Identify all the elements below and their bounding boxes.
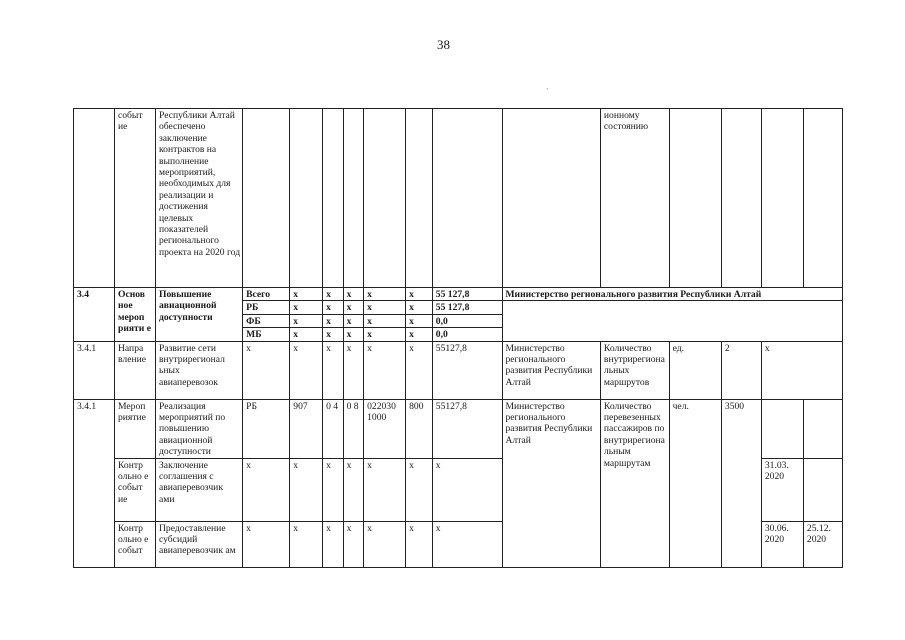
value-cell: 2 <box>721 341 761 399</box>
row-title: Предоставление субсидий авиаперевозчик ам <box>156 521 243 567</box>
cell: х <box>323 521 344 567</box>
cell <box>502 109 600 288</box>
indicator-cell: Количество внутрирегиональных маршрутов <box>600 341 669 399</box>
cell: 022030 1000 <box>364 399 406 458</box>
scan-speck: ` <box>546 87 549 96</box>
cell: х <box>343 301 364 314</box>
cell: х <box>761 341 842 399</box>
cell: х <box>323 328 344 341</box>
cell <box>290 109 323 288</box>
cell: х <box>290 301 323 314</box>
cell <box>243 109 290 288</box>
cell <box>323 109 344 288</box>
cell: х <box>323 301 344 314</box>
cell: х <box>364 288 406 301</box>
cell: х <box>323 288 344 301</box>
unit-cell: чел. <box>669 399 721 567</box>
cell: Республики Алтай обеспечено заключение контрактов на выполнение мероприятий, необходимых для реализации и достижения целевых показателей регионального проекта на 2020 год <box>156 109 243 288</box>
amount-cell: 55 127,8 <box>432 301 502 314</box>
row-type: Напра вление <box>115 341 156 399</box>
cell: ионному состоянию <box>600 109 669 288</box>
cell <box>803 399 842 458</box>
source-cell: МБ <box>243 328 290 341</box>
source-cell: РБ <box>243 301 290 314</box>
row-type: Контр ольно е событ <box>115 521 156 567</box>
table-row <box>74 341 843 399</box>
cell: х <box>406 521 433 567</box>
row-title: Заключение соглашения с авиаперевозчик ами <box>156 458 243 521</box>
row-title: Повышение авиационной доступности <box>156 288 243 342</box>
row-number: 3.4 <box>74 288 115 342</box>
cell: х <box>290 314 323 327</box>
cell: 907 <box>290 399 323 458</box>
cell: х <box>290 341 323 399</box>
amount-cell: 55127,8 <box>432 341 502 399</box>
cell: 0 4 <box>323 399 344 458</box>
cell: х <box>406 458 433 521</box>
cell: х <box>243 458 290 521</box>
cell <box>761 399 803 458</box>
page-number: 38 <box>437 37 450 52</box>
cell: х <box>343 328 364 341</box>
date-cell: 30.06. 2020 <box>761 521 803 567</box>
indicator-cell: Количество перевезенных пассажиров по внутрирегиональным маршрутам <box>600 399 669 567</box>
cell: х <box>364 314 406 327</box>
cell: х <box>364 521 406 567</box>
cell: х <box>364 341 406 399</box>
amount-cell: 55127,8 <box>432 399 502 458</box>
amount-cell: 0,0 <box>432 314 502 327</box>
row-type: Контр ольно е событ ие <box>115 458 156 521</box>
row-type: Мероп риятие <box>115 399 156 458</box>
cell <box>803 458 842 521</box>
cell <box>669 109 721 288</box>
cell: 800 <box>406 399 433 458</box>
cell: х <box>323 314 344 327</box>
cell: х <box>343 341 364 399</box>
cell: х <box>406 314 433 327</box>
amount-cell: 0,0 <box>432 328 502 341</box>
responsible-cell: Министерство регионального развития Республики Алтай <box>502 341 600 399</box>
cell <box>74 109 115 288</box>
cell: х <box>290 521 323 567</box>
responsible-cell: Министерство регионального развития Республики Алтай <box>502 288 843 301</box>
cell: х <box>406 341 433 399</box>
source-cell: Всего <box>243 288 290 301</box>
cell: х <box>406 328 433 341</box>
cell <box>406 109 433 288</box>
cell <box>432 109 502 288</box>
cell: х <box>290 458 323 521</box>
cell <box>721 109 761 288</box>
source-cell: РБ <box>243 399 290 458</box>
cell: х <box>343 521 364 567</box>
cell: событ ие <box>115 109 156 288</box>
cell: х <box>364 458 406 521</box>
row-type: Основ ное мероп рияти е <box>115 288 156 342</box>
table-row <box>74 288 843 301</box>
cell: х <box>343 288 364 301</box>
date-cell: 31.03. 2020 <box>761 458 803 521</box>
cell: х <box>364 301 406 314</box>
row-number: 3.4.1 <box>74 399 115 567</box>
cell <box>803 109 842 288</box>
unit-cell: ед. <box>669 341 721 399</box>
cell: х <box>343 458 364 521</box>
amount-cell: 55 127,8 <box>432 288 502 301</box>
table-row <box>74 109 843 288</box>
cell: х <box>364 328 406 341</box>
value-cell: 3500 <box>721 399 761 567</box>
table-row <box>74 399 843 458</box>
cell: х <box>290 288 323 301</box>
cell: х <box>432 521 502 567</box>
cell: х <box>323 341 344 399</box>
empty-cell <box>502 301 843 341</box>
date-cell: 25.12. 2020 <box>803 521 842 567</box>
row-number: 3.4.1 <box>74 341 115 399</box>
cell: х <box>406 288 433 301</box>
row-title: Развитие сети внутрирегионал ьных авиаперевозок <box>156 341 243 399</box>
cell: х <box>343 314 364 327</box>
cell: х <box>432 458 502 521</box>
cell: х <box>243 521 290 567</box>
responsible-cell: Министерство регионального развития Республики Алтай <box>502 399 600 567</box>
row-title: Реализация мероприятий по повышению авиационной доступности <box>156 399 243 458</box>
cell <box>343 109 364 288</box>
source-cell: ФБ <box>243 314 290 327</box>
cell: х <box>243 341 290 399</box>
cell <box>364 109 406 288</box>
cell: х <box>406 301 433 314</box>
cell <box>761 109 803 288</box>
program-table <box>73 108 843 568</box>
cell: х <box>290 328 323 341</box>
cell: 0 8 <box>343 399 364 458</box>
cell: х <box>323 458 344 521</box>
